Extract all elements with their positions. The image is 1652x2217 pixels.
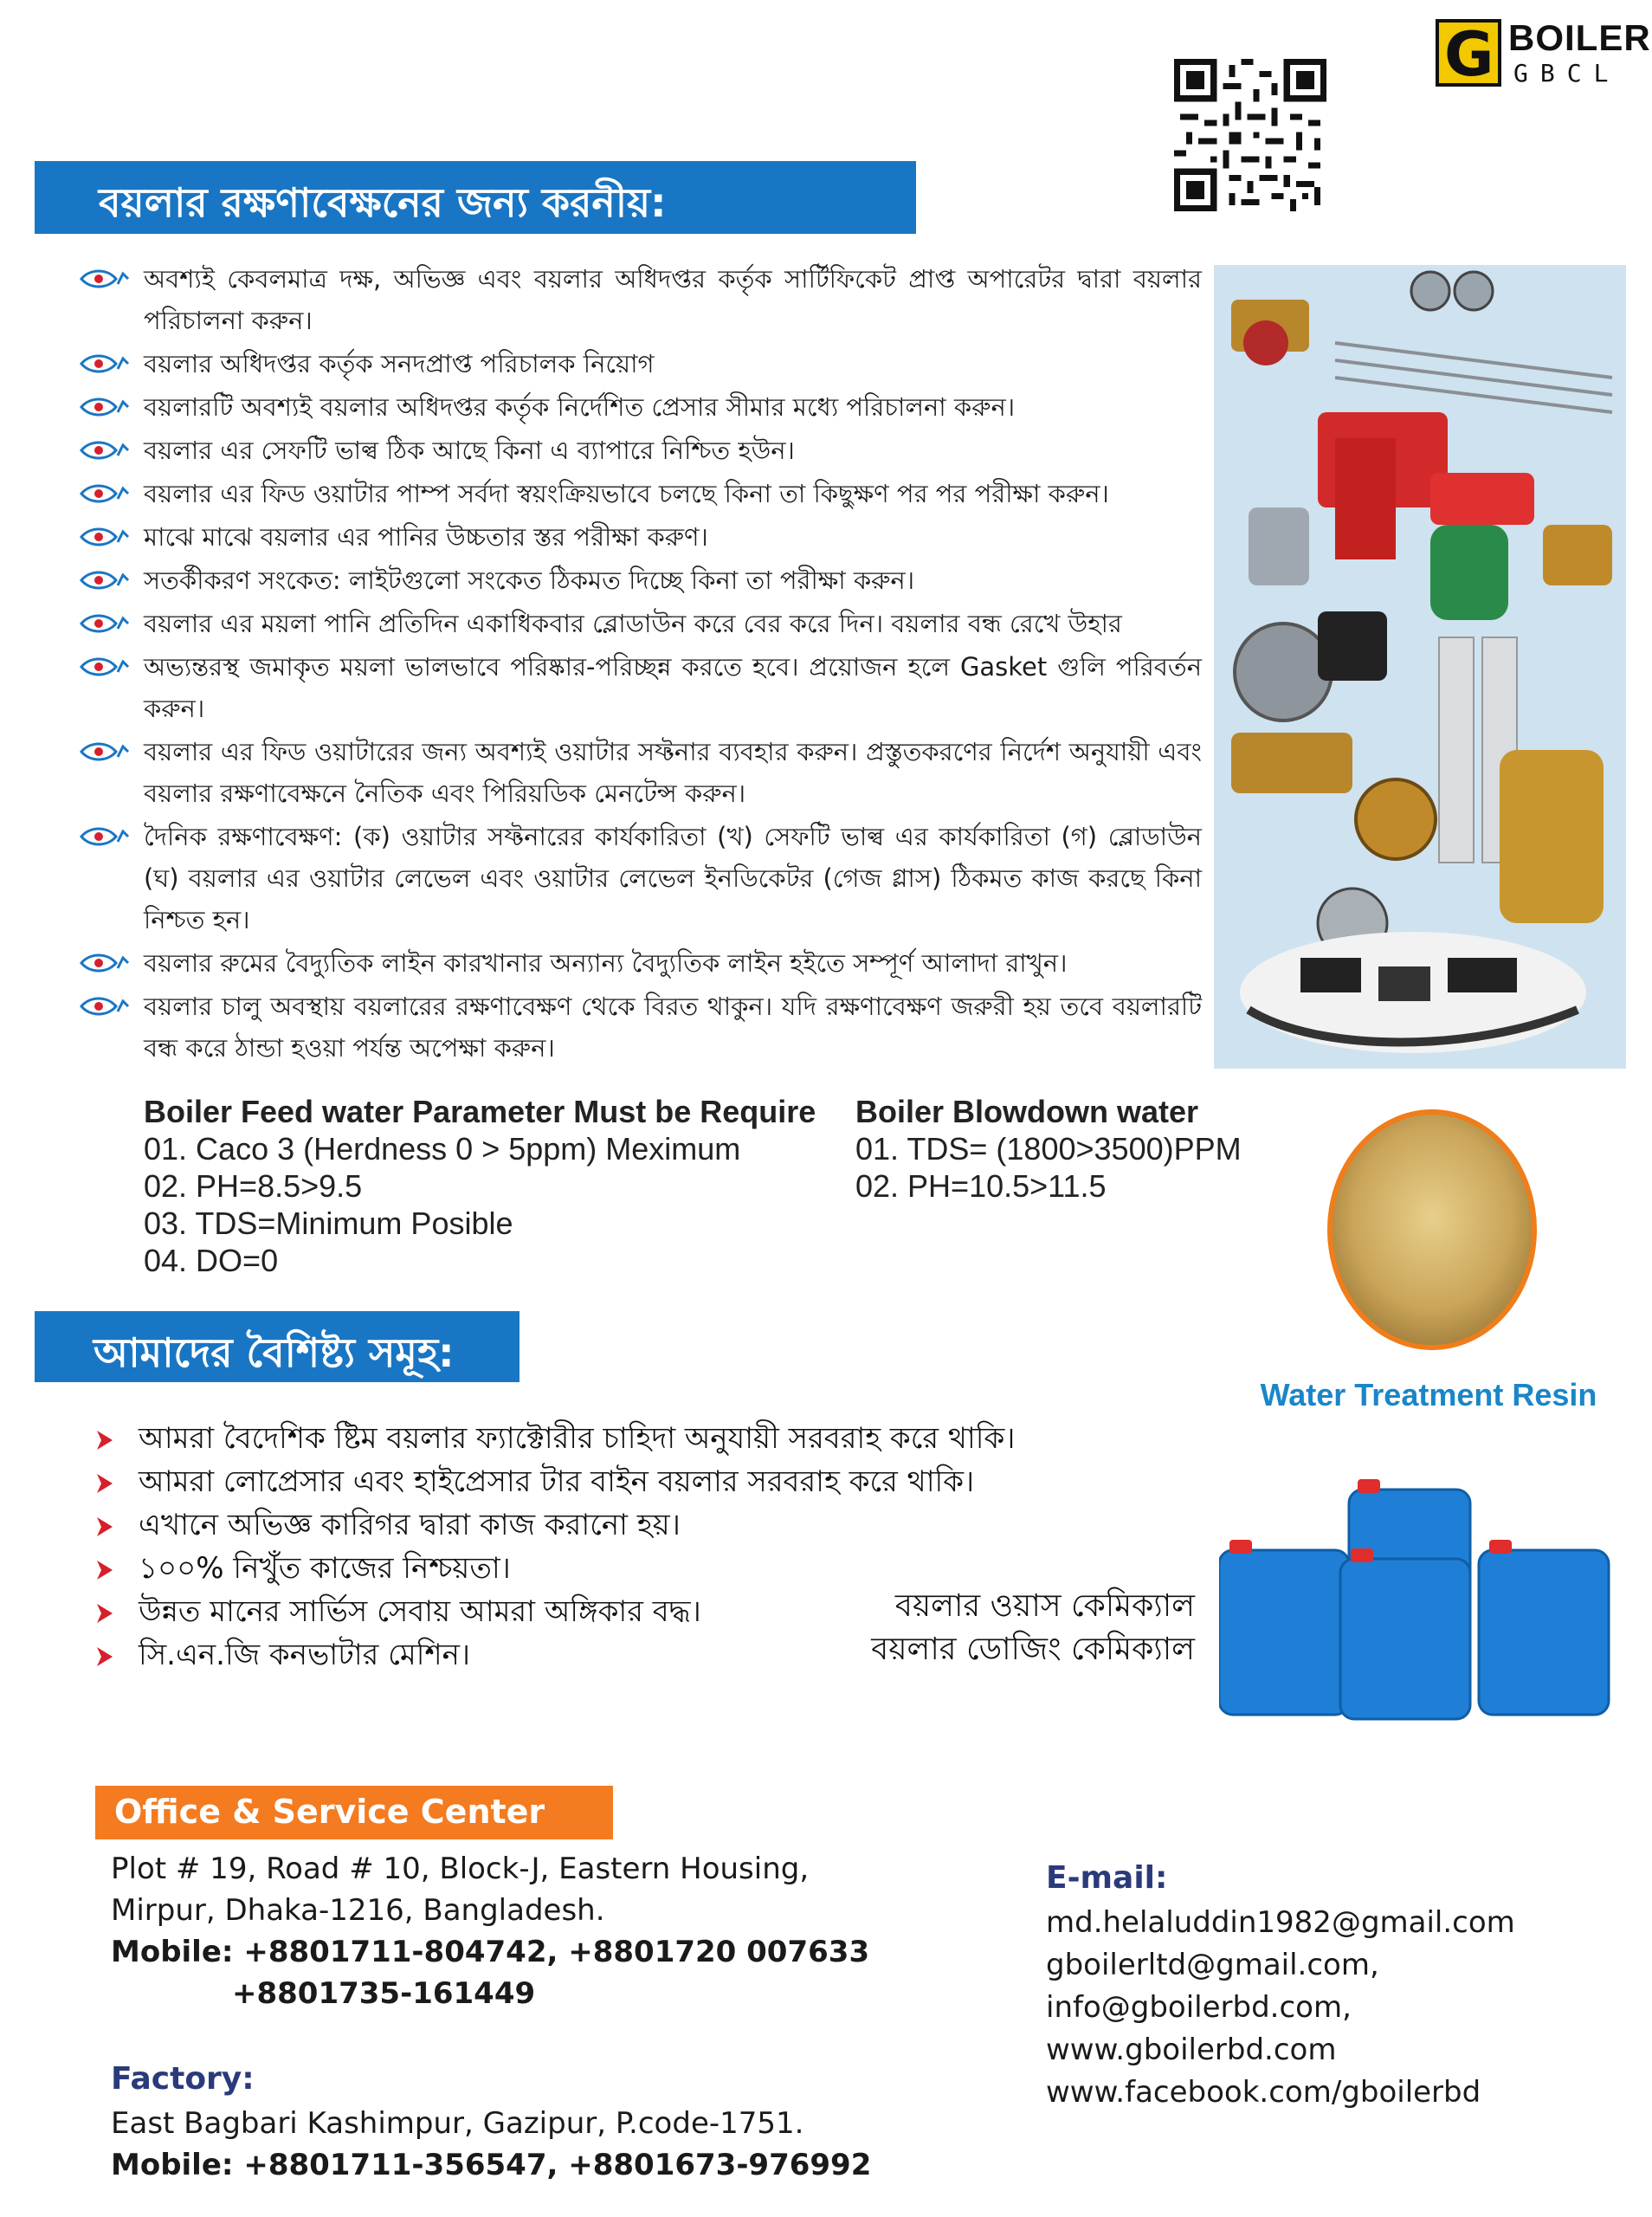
address-line: Plot # 19, Road # 10, Block-J, Eastern Housing,	[111, 1852, 810, 1886]
factory-address: East Bagbari Kashimpur, Gazipur, P.code-1751.	[111, 2106, 804, 2141]
eye-bullet-icon	[78, 395, 132, 419]
maintenance-list	[76, 258, 1202, 1070]
water-treatment-resin-image	[1326, 1108, 1538, 1351]
eye-bullet-icon	[78, 482, 132, 506]
list-item: বয়লার এর ময়লা পানি প্রতিদিন একাধিকবার ব্লোডাউন করে বের করে দিন। বয়লার বন্ধ রেখে উহার	[76, 603, 1202, 644]
list-item: বয়লার এর ফিড ওয়াটারের জন্য অবশ্যই ওয়াটার সফ্টনার ব্যবহার করুন। প্রস্তুতকরণের নির্দেশ অনুযায়ী এবং বয়লার রক্ষণাবেক্ষনে নৈতিক এবং পিরিয়ডিক মেনটেন্স করুন।	[76, 731, 1202, 814]
eye-bullet-icon	[78, 951, 132, 975]
email-line[interactable]: gboilerltd@gmail.com,	[1046, 1948, 1379, 1982]
feed-water-line: 03. TDS=Minimum Posible	[144, 1205, 513, 1241]
eye-bullet-icon	[78, 267, 132, 291]
blowdown-line: 01. TDS= (1800>3500)PPM	[855, 1131, 1242, 1167]
chemical-cans-image	[1219, 1472, 1626, 1723]
list-item: অভ্যন্তরস্থ জমাকৃত ময়লা ভালভাবে পরিষ্কার-পরিচ্ছন্ন করতে হবে। প্রয়োজন হলে Gasket গুলি পরিবর্তন করুন।	[76, 646, 1202, 729]
list-item: এখানে অভিজ্ঞ কারিগর দ্বারা কাজ করানো হয়।	[94, 1503, 1133, 1547]
list-item: উন্নত মানের সার্ভিস সেবায় আমরা অঙ্গিকার বদ্ধ।	[94, 1590, 1133, 1633]
list-item: আমরা লোপ্রেসার এবং হাইপ্রেসার টার বাইন বয়লার সরবরাহ করে থাকি।	[94, 1460, 1133, 1503]
eye-bullet-icon	[78, 994, 132, 1018]
eye-bullet-icon	[78, 824, 132, 849]
office-address	[111, 1848, 890, 2014]
chevron-right-icon	[94, 1472, 116, 1495]
feed-water-line: 01. Caco 3 (Herdness 0 > 5ppm) Meximum	[144, 1131, 741, 1167]
list-item: বয়লার অধিদপ্তর কর্তৃক সনদপ্রাপ্ত পরিচালক নিয়োগ	[76, 343, 1202, 385]
eye-bullet-icon	[78, 655, 132, 679]
blowdown-title: Boiler Blowdown water	[855, 1094, 1199, 1129]
eye-bullet-icon	[78, 438, 132, 462]
list-item: বয়লার এর ফিড ওয়াটার পাম্প সর্বদা স্বয়ংক্রিয়ভাবে চলছে কিনা তা কিছুক্ষণ পর পর পরীক্ষা করুন।	[76, 473, 1202, 514]
chevron-right-icon	[94, 1516, 116, 1538]
factory-label: Factory:	[111, 2061, 255, 2097]
chevron-right-icon	[94, 1559, 116, 1581]
list-item: সি.এন.জি কনভাটার মেশিন।	[94, 1633, 1133, 1677]
chemical-line: বয়লার ডোজিং কেমিক্যাল	[871, 1632, 1195, 1667]
feed-water-parameters	[144, 1093, 854, 1279]
blowdown-line: 02. PH=10.5>11.5	[855, 1168, 1107, 1204]
list-item: আমরা বৈদেশিক ষ্টিম বয়লার ফ্যাক্টোরীর চাহিদা অনুযায়ী সরবরাহ করে থাকি।	[94, 1417, 1133, 1460]
boiler-equipment-image	[1214, 265, 1626, 1069]
eye-bullet-icon	[78, 352, 132, 376]
list-item: সতর্কীকরণ সংকেত: লাইটগুলো সংকেত ঠিকমত দিচ্ছে কিনা তা পরীক্ষা করুন।	[76, 559, 1202, 601]
qr-code	[1174, 59, 1326, 211]
maintenance-header: বয়লার রক্ষণাবেক্ষনের জন্য করনীয়:	[35, 161, 916, 234]
eye-bullet-icon	[78, 525, 132, 549]
facebook-line[interactable]: www.facebook.com/gboilerbd	[1046, 2075, 1481, 2110]
chevron-right-icon	[94, 1429, 116, 1451]
logo-g-mark: G	[1436, 19, 1501, 87]
list-item: বয়লার এর সেফটি ভাল্ব ঠিক আছে কিনা এ ব্যাপারে নিশ্চিত হউন।	[76, 430, 1202, 471]
features-header: আমাদের বৈশিষ্ট্য সমূহ:	[35, 1311, 519, 1382]
feed-water-line: 02. PH=8.5>9.5	[144, 1168, 363, 1204]
gbcl-logo	[1436, 16, 1651, 94]
list-item: বয়লার রুমের বৈদ্যুতিক লাইন কারখানার অন্যান্য বৈদ্যুতিক লাইন হইতে সম্পূর্ণ আলাদা রাখুন।	[76, 942, 1202, 984]
list-item: দৈনিক রক্ষণাবেক্ষণ: (ক) ওয়াটার সফ্টনারের কার্যকারিতা (খ) সেফটি ভাল্ব এর কার্যকারিতা (গ) ব্লোডাউন (ঘ) বয়লার এর ওয়াটার লেভেল এবং ওয়াটার লেভেল ইনডিকেটর (গেজ গ্লাস) ঠিকমত কাজ করছে কিনা নিশ্চত হন।	[76, 816, 1202, 940]
email-line[interactable]: md.helaluddin1982@gmail.com	[1046, 1905, 1515, 1940]
chevron-right-icon	[94, 1602, 116, 1625]
eye-bullet-icon	[78, 568, 132, 592]
list-item: মাঝে মাঝে বয়লার এর পানির উচ্চতার স্তর পরীক্ষা করুণ।	[76, 516, 1202, 558]
list-item: অবশ্যই কেবলমাত্র দক্ষ, অভিজ্ঞ এবং বয়লার অধিদপ্তর কর্তৃক সার্টিফিকেট প্রাপ্ত অপারেটর দ্বারা বয়লার পরিচালনা করুন।	[76, 258, 1202, 341]
resin-label: Water Treatment Resin	[1260, 1377, 1597, 1412]
address-line: Mirpur, Dhaka-1216, Bangladesh.	[111, 1893, 605, 1928]
feed-water-title: Boiler Feed water Parameter Must be Require	[144, 1094, 816, 1129]
factory-mobile: Mobile: +8801711-356547, +8801673-976992	[111, 2148, 872, 2182]
logo-subtitle: GBCL	[1513, 59, 1621, 87]
logo-word: BOILER	[1508, 17, 1651, 58]
email-label: E-mail:	[1046, 1860, 1168, 1896]
feed-water-line: 04. DO=0	[144, 1243, 279, 1278]
chemical-line: বয়লার ওয়াস কেমিক্যাল	[894, 1588, 1195, 1624]
office-mobile: Mobile: +8801711-804742, +8801720 007633	[111, 1935, 870, 1969]
chemicals-text	[745, 1585, 1195, 1671]
website-line[interactable]: www.gboilerbd.com	[1046, 2033, 1337, 2067]
email-line[interactable]: info@gboilerbd.com,	[1046, 1990, 1352, 2025]
office-mobile-2: +8801735-161449	[232, 1976, 536, 2011]
eye-bullet-icon	[78, 740, 132, 764]
eye-bullet-icon	[78, 611, 132, 636]
office-header: Office & Service Center	[95, 1786, 613, 1839]
list-item: বয়লারটি অবশ্যই বয়লার অধিদপ্তর কর্তৃক নির্দেশিত প্রেসার সীমার মধ্যে পরিচালনা করুন।	[76, 386, 1202, 428]
factory-info	[111, 2103, 890, 2186]
blowdown-parameters	[855, 1093, 1306, 1205]
chevron-right-icon	[94, 1645, 116, 1668]
list-item: বয়লার চালু অবস্থায় বয়লারের রক্ষণাবেক্ষণ থেকে বিরত থাকুন। যদি রক্ষণাবেক্ষণ জরুরী হয় তবে বয়লারটি বন্ধ করে ঠান্ডা হওয়া পর্যন্ত অপেক্ষা করুন।	[76, 986, 1202, 1069]
email-list	[1046, 1902, 1635, 2114]
list-item: ১০০% নিখুঁত কাজের নিশ্চয়তা।	[94, 1547, 1133, 1590]
